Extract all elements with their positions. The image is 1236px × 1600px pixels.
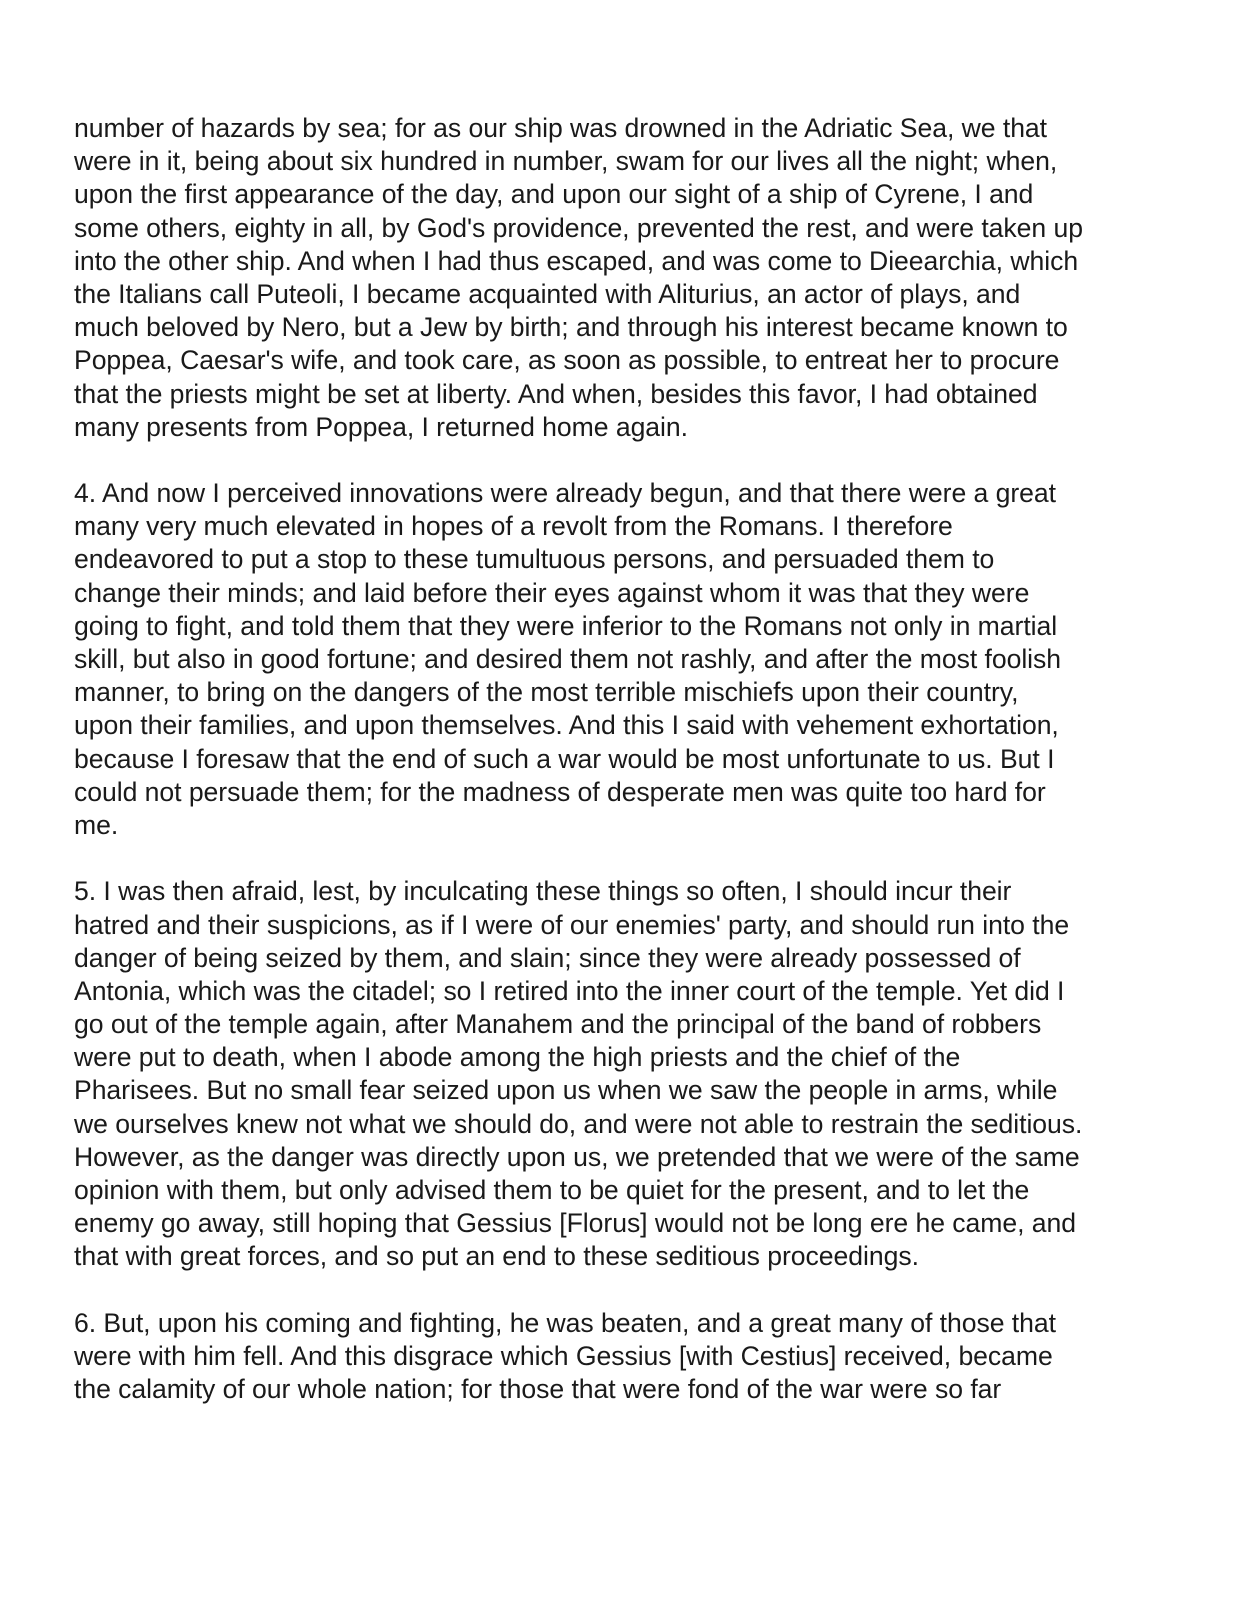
text-line: into the other ship. And when I had thus escaped, and was come to Dieearchia, which: [74, 245, 1079, 276]
paragraph-1: [74, 112, 1164, 444]
text-line: endeavored to put a stop to these tumultuous persons, and persuaded them to: [74, 544, 995, 575]
text-line: change their minds; and laid before their eyes against whom it was that they were: [74, 577, 1030, 608]
text-line: could not persuade them; for the madness of desperate men was quite too hard for: [74, 776, 1046, 807]
text-line: Pharisees. But no small fear seized upon us when we saw the people in arms, while: [74, 1075, 1058, 1106]
text-line: some others, eighty in all, by God's providence, prevented the rest, and were taken up: [74, 212, 1083, 243]
text-line: many very much elevated in hopes of a revolt from the Romans. I therefore: [74, 511, 953, 542]
text-line: hatred and their suspicions, as if I were of our enemies' party, and should run into the: [74, 909, 1070, 940]
text-line: were with him fell. And this disgrace which Gessius [with Cestius] received, became: [74, 1340, 1053, 1371]
text-line: many presents from Poppea, I returned home again.: [74, 411, 688, 442]
text-line: because I foresaw that the end of such a war would be most unfortunate to us. But I: [74, 743, 1055, 774]
text-line: 4. And now I perceived innovations were already begun, and that there were a great: [74, 478, 1056, 509]
paragraph-4: [74, 477, 1164, 842]
text-line: the calamity of our whole nation; for those that were fond of the war were so far: [74, 1374, 1002, 1405]
text-line: Antonia, which was the citadel; so I retired into the inner court of the temple. Yet did I: [74, 975, 1065, 1006]
text-line: manner, to bring on the dangers of the most terrible mischiefs upon their country,: [74, 677, 1019, 708]
text-line: Poppea, Caesar's wife, and took care, as soon as possible, to entreat her to procure: [74, 345, 1060, 376]
text-line: upon their families, and upon themselves. And this I said with vehement exhortation,: [74, 710, 1059, 741]
text-line: the Italians call Puteoli, I became acquainted with Aliturius, an actor of plays, and: [74, 278, 1021, 309]
text-line: skill, but also in good fortune; and desired them not rashly, and after the most foolish: [74, 644, 1062, 674]
text-line: enemy go away, still hoping that Gessius [Florus] would not be long ere he came, and: [74, 1208, 1076, 1239]
text-line: we ourselves knew not what we should do, and were not able to restrain the seditious.: [74, 1108, 1083, 1139]
paragraph-5: [74, 875, 1164, 1273]
text-line: 6. But, upon his coming and fighting, he was beaten, and a great many of those that: [74, 1307, 1056, 1338]
text-line: 5. I was then afraid, lest, by inculcating these things so often, I should incur their: [74, 876, 1012, 907]
text-line: that the priests might be set at liberty. And when, besides this favor, I had obtained: [74, 378, 1038, 409]
text-line: go out of the temple again, after Manahem and the principal of the band of robbers: [74, 1009, 1042, 1040]
text-line: danger of being seized by them, and slain; since they were already possessed of: [74, 942, 1021, 973]
text-line: upon the first appearance of the day, and upon our sight of a ship of Cyrene, I and: [74, 179, 1034, 210]
text-line: that with great forces, and so put an end to these seditious proceedings.: [74, 1241, 919, 1272]
text-line: opinion with them, but only advised them to be quiet for the present, and to let the: [74, 1175, 1030, 1205]
text-line: going to fight, and told them that they were inferior to the Romans not only in martial: [74, 610, 1058, 641]
text-line: me.: [74, 809, 119, 840]
text-line: much beloved by Nero, but a Jew by birth; and through his interest became known to: [74, 312, 1068, 343]
document-page: [74, 112, 1164, 1440]
text-line: were in it, being about six hundred in number, swam for our lives all the night; when,: [74, 146, 1058, 177]
text-line: were put to death, when I abode among the high priests and the chief of the: [74, 1042, 961, 1073]
text-line: number of hazards by sea; for as our ship was drowned in the Adriatic Sea, we that: [74, 113, 1048, 143]
text-line: However, as the danger was directly upon us, we pretended that we were of the same: [74, 1141, 1080, 1172]
paragraph-6: [74, 1307, 1164, 1407]
